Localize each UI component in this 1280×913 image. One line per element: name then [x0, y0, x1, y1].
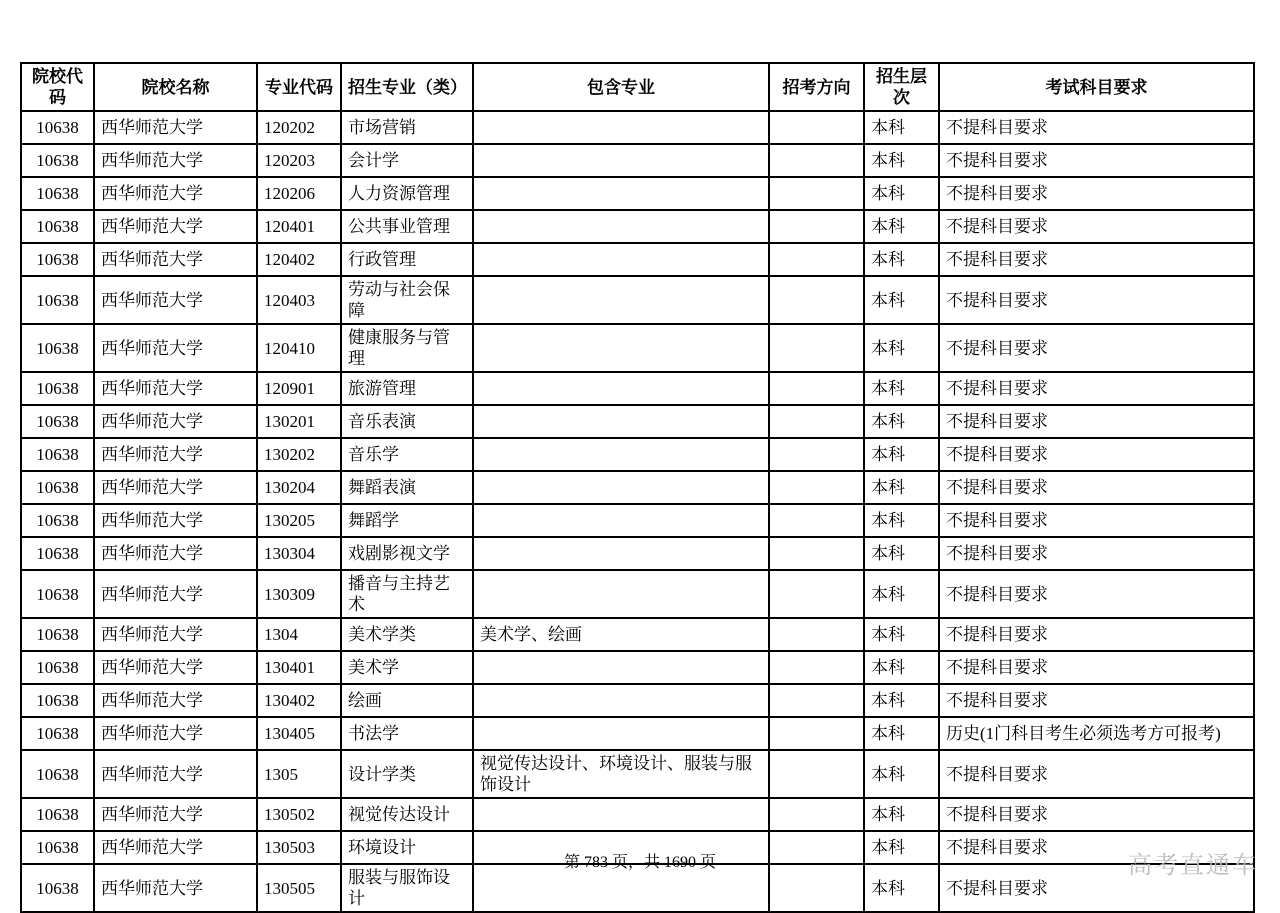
cell-college-name: 西华师范大学 [94, 798, 257, 831]
header-cell-major-code: 专业代码 [257, 63, 341, 111]
table-row [21, 750, 1254, 798]
cell-major-name: 旅游管理 [341, 372, 473, 405]
cell-major-name: 美术学类 [341, 618, 473, 651]
table-row [21, 177, 1254, 210]
table-row [21, 210, 1254, 243]
table-row [21, 405, 1254, 438]
header-cell-subject-requirements: 考试科目要求 [939, 63, 1254, 111]
table-head [21, 63, 1254, 111]
table-row [21, 570, 1254, 618]
header-cell-exam-direction: 招考方向 [769, 63, 864, 111]
cell-college-code: 10638 [21, 570, 94, 618]
cell-subject-requirements: 不提科目要求 [939, 372, 1254, 405]
cell-subject-requirements: 不提科目要求 [939, 111, 1254, 144]
cell-exam-direction [769, 570, 864, 618]
cell-exam-direction [769, 111, 864, 144]
cell-exam-direction [769, 372, 864, 405]
header-cell-college-code: 院校代码 [21, 63, 94, 111]
cell-enrollment-level: 本科 [864, 111, 939, 144]
cell-exam-direction [769, 618, 864, 651]
cell-exam-direction [769, 684, 864, 717]
cell-college-code: 10638 [21, 144, 94, 177]
cell-included-majors [473, 276, 769, 324]
cell-college-name: 西华师范大学 [94, 684, 257, 717]
cell-subject-requirements: 不提科目要求 [939, 684, 1254, 717]
cell-major-code: 120410 [257, 324, 341, 372]
cell-college-code: 10638 [21, 618, 94, 651]
cell-major-code: 120203 [257, 144, 341, 177]
cell-major-name: 绘画 [341, 684, 473, 717]
cell-included-majors [473, 405, 769, 438]
cell-major-code: 120401 [257, 210, 341, 243]
cell-subject-requirements: 不提科目要求 [939, 276, 1254, 324]
header-cell-enrollment-level: 招生层次 [864, 63, 939, 111]
cell-subject-requirements: 不提科目要求 [939, 831, 1254, 864]
cell-included-majors [473, 570, 769, 618]
cell-college-name: 西华师范大学 [94, 750, 257, 798]
cell-major-name: 行政管理 [341, 243, 473, 276]
cell-college-name: 西华师范大学 [94, 864, 257, 912]
cell-major-code: 130502 [257, 798, 341, 831]
cell-major-name: 音乐学 [341, 438, 473, 471]
cell-college-code: 10638 [21, 210, 94, 243]
cell-major-code: 130201 [257, 405, 341, 438]
cell-major-code: 130402 [257, 684, 341, 717]
cell-college-name: 西华师范大学 [94, 651, 257, 684]
cell-enrollment-level: 本科 [864, 276, 939, 324]
cell-major-name: 服装与服饰设计 [341, 864, 473, 912]
cell-enrollment-level: 本科 [864, 372, 939, 405]
cell-subject-requirements: 不提科目要求 [939, 504, 1254, 537]
cell-college-code: 10638 [21, 798, 94, 831]
cell-college-code: 10638 [21, 471, 94, 504]
cell-college-code: 10638 [21, 177, 94, 210]
cell-subject-requirements: 不提科目要求 [939, 438, 1254, 471]
table-row [21, 798, 1254, 831]
table-row [21, 438, 1254, 471]
cell-major-code: 1304 [257, 618, 341, 651]
cell-exam-direction [769, 243, 864, 276]
cell-college-code: 10638 [21, 651, 94, 684]
cell-included-majors [473, 798, 769, 831]
cell-subject-requirements: 不提科目要求 [939, 324, 1254, 372]
cell-college-name: 西华师范大学 [94, 111, 257, 144]
cell-included-majors [473, 684, 769, 717]
cell-major-code: 120206 [257, 177, 341, 210]
cell-college-name: 西华师范大学 [94, 471, 257, 504]
cell-enrollment-level: 本科 [864, 243, 939, 276]
cell-exam-direction [769, 750, 864, 798]
cell-included-majors [473, 537, 769, 570]
cell-major-name: 会计学 [341, 144, 473, 177]
cell-exam-direction [769, 276, 864, 324]
table-row [21, 684, 1254, 717]
cell-included-majors [473, 111, 769, 144]
cell-major-code: 120402 [257, 243, 341, 276]
cell-exam-direction [769, 504, 864, 537]
cell-subject-requirements: 不提科目要求 [939, 537, 1254, 570]
cell-college-code: 10638 [21, 324, 94, 372]
cell-included-majors [473, 372, 769, 405]
cell-exam-direction [769, 537, 864, 570]
cell-major-name: 书法学 [341, 717, 473, 750]
cell-major-name: 美术学 [341, 651, 473, 684]
cell-subject-requirements: 不提科目要求 [939, 210, 1254, 243]
cell-exam-direction [769, 210, 864, 243]
cell-college-name: 西华师范大学 [94, 177, 257, 210]
cell-enrollment-level: 本科 [864, 831, 939, 864]
table-row [21, 537, 1254, 570]
cell-major-name: 人力资源管理 [341, 177, 473, 210]
cell-major-code: 120901 [257, 372, 341, 405]
cell-major-code: 130202 [257, 438, 341, 471]
cell-subject-requirements: 不提科目要求 [939, 864, 1254, 912]
cell-major-code: 130204 [257, 471, 341, 504]
cell-major-name: 舞蹈表演 [341, 471, 473, 504]
header-cell-major-name: 招生专业（类） [341, 63, 473, 111]
cell-major-name: 市场营销 [341, 111, 473, 144]
cell-college-name: 西华师范大学 [94, 324, 257, 372]
cell-college-code: 10638 [21, 750, 94, 798]
cell-enrollment-level: 本科 [864, 177, 939, 210]
table-row [21, 504, 1254, 537]
cell-exam-direction [769, 651, 864, 684]
cell-included-majors [473, 717, 769, 750]
cell-included-majors: 美术学、绘画 [473, 618, 769, 651]
cell-included-majors [473, 471, 769, 504]
cell-college-code: 10638 [21, 243, 94, 276]
cell-subject-requirements: 不提科目要求 [939, 177, 1254, 210]
cell-college-code: 10638 [21, 537, 94, 570]
cell-enrollment-level: 本科 [864, 405, 939, 438]
table-row [21, 324, 1254, 372]
cell-included-majors: 视觉传达设计、环境设计、服装与服饰设计 [473, 750, 769, 798]
cell-enrollment-level: 本科 [864, 570, 939, 618]
cell-subject-requirements: 不提科目要求 [939, 750, 1254, 798]
cell-college-name: 西华师范大学 [94, 276, 257, 324]
cell-included-majors [473, 177, 769, 210]
cell-major-code: 1305 [257, 750, 341, 798]
cell-college-code: 10638 [21, 831, 94, 864]
cell-major-code: 130401 [257, 651, 341, 684]
cell-major-code: 130309 [257, 570, 341, 618]
cell-included-majors [473, 144, 769, 177]
cell-major-name: 公共事业管理 [341, 210, 473, 243]
cell-college-name: 西华师范大学 [94, 504, 257, 537]
watermark: 高考直通车 [1128, 853, 1258, 879]
cell-subject-requirements: 不提科目要求 [939, 651, 1254, 684]
cell-enrollment-level: 本科 [864, 438, 939, 471]
cell-major-name: 视觉传达设计 [341, 798, 473, 831]
cell-college-name: 西华师范大学 [94, 831, 257, 864]
cell-subject-requirements: 历史(1门科目考生必须选考方可报考) [939, 717, 1254, 750]
cell-enrollment-level: 本科 [864, 864, 939, 912]
cell-college-code: 10638 [21, 276, 94, 324]
cell-subject-requirements: 不提科目要求 [939, 618, 1254, 651]
cell-major-name: 健康服务与管理 [341, 324, 473, 372]
cell-college-name: 西华师范大学 [94, 717, 257, 750]
cell-subject-requirements: 不提科目要求 [939, 243, 1254, 276]
cell-major-code: 120403 [257, 276, 341, 324]
cell-college-code: 10638 [21, 438, 94, 471]
cell-major-name: 设计学类 [341, 750, 473, 798]
cell-college-code: 10638 [21, 717, 94, 750]
cell-exam-direction [769, 798, 864, 831]
cell-enrollment-level: 本科 [864, 618, 939, 651]
cell-college-name: 西华师范大学 [94, 570, 257, 618]
cell-enrollment-level: 本科 [864, 651, 939, 684]
table-row [21, 276, 1254, 324]
cell-enrollment-level: 本科 [864, 798, 939, 831]
cell-enrollment-level: 本科 [864, 684, 939, 717]
table-row [21, 111, 1254, 144]
cell-included-majors [473, 438, 769, 471]
table-row [21, 651, 1254, 684]
cell-included-majors [473, 324, 769, 372]
cell-subject-requirements: 不提科目要求 [939, 405, 1254, 438]
cell-included-majors [473, 504, 769, 537]
table-row [21, 471, 1254, 504]
cell-exam-direction [769, 405, 864, 438]
page-number-info: 第 783 页，共 1690 页 [563, 854, 716, 871]
cell-college-code: 10638 [21, 504, 94, 537]
cell-exam-direction [769, 324, 864, 372]
cell-major-code: 130503 [257, 831, 341, 864]
cell-enrollment-level: 本科 [864, 324, 939, 372]
cell-exam-direction [769, 177, 864, 210]
table-header-row [21, 63, 1254, 111]
cell-included-majors [473, 243, 769, 276]
table-row [21, 144, 1254, 177]
cell-college-code: 10638 [21, 405, 94, 438]
cell-major-code: 130505 [257, 864, 341, 912]
cell-college-name: 西华师范大学 [94, 405, 257, 438]
cell-major-name: 播音与主持艺术 [341, 570, 473, 618]
cell-college-name: 西华师范大学 [94, 144, 257, 177]
cell-exam-direction [769, 471, 864, 504]
cell-college-name: 西华师范大学 [94, 438, 257, 471]
cell-college-name: 西华师范大学 [94, 537, 257, 570]
admissions-table [20, 62, 1255, 913]
cell-college-name: 西华师范大学 [94, 210, 257, 243]
cell-major-code: 130304 [257, 537, 341, 570]
cell-major-name: 音乐表演 [341, 405, 473, 438]
cell-college-name: 西华师范大学 [94, 243, 257, 276]
cell-college-code: 10638 [21, 864, 94, 912]
cell-enrollment-level: 本科 [864, 210, 939, 243]
table-row [21, 243, 1254, 276]
cell-college-code: 10638 [21, 111, 94, 144]
table-row [21, 372, 1254, 405]
cell-college-code: 10638 [21, 372, 94, 405]
cell-major-code: 130405 [257, 717, 341, 750]
cell-major-name: 戏剧影视文学 [341, 537, 473, 570]
cell-subject-requirements: 不提科目要求 [939, 144, 1254, 177]
table-row [21, 717, 1254, 750]
cell-subject-requirements: 不提科目要求 [939, 798, 1254, 831]
cell-exam-direction [769, 717, 864, 750]
cell-major-name: 舞蹈学 [341, 504, 473, 537]
cell-exam-direction [769, 144, 864, 177]
cell-enrollment-level: 本科 [864, 504, 939, 537]
cell-subject-requirements: 不提科目要求 [939, 471, 1254, 504]
cell-major-code: 120202 [257, 111, 341, 144]
cell-enrollment-level: 本科 [864, 144, 939, 177]
cell-major-name: 劳动与社会保障 [341, 276, 473, 324]
cell-included-majors [473, 651, 769, 684]
cell-enrollment-level: 本科 [864, 717, 939, 750]
table-row [21, 618, 1254, 651]
cell-enrollment-level: 本科 [864, 537, 939, 570]
cell-major-code: 130205 [257, 504, 341, 537]
cell-college-name: 西华师范大学 [94, 372, 257, 405]
cell-college-name: 西华师范大学 [94, 618, 257, 651]
cell-enrollment-level: 本科 [864, 750, 939, 798]
cell-college-code: 10638 [21, 684, 94, 717]
cell-subject-requirements: 不提科目要求 [939, 570, 1254, 618]
table-body [21, 111, 1254, 912]
header-cell-included-majors: 包含专业 [473, 63, 769, 111]
cell-major-name: 环境设计 [341, 831, 473, 864]
cell-included-majors [473, 210, 769, 243]
cell-enrollment-level: 本科 [864, 471, 939, 504]
cell-exam-direction [769, 438, 864, 471]
header-cell-college-name: 院校名称 [94, 63, 257, 111]
